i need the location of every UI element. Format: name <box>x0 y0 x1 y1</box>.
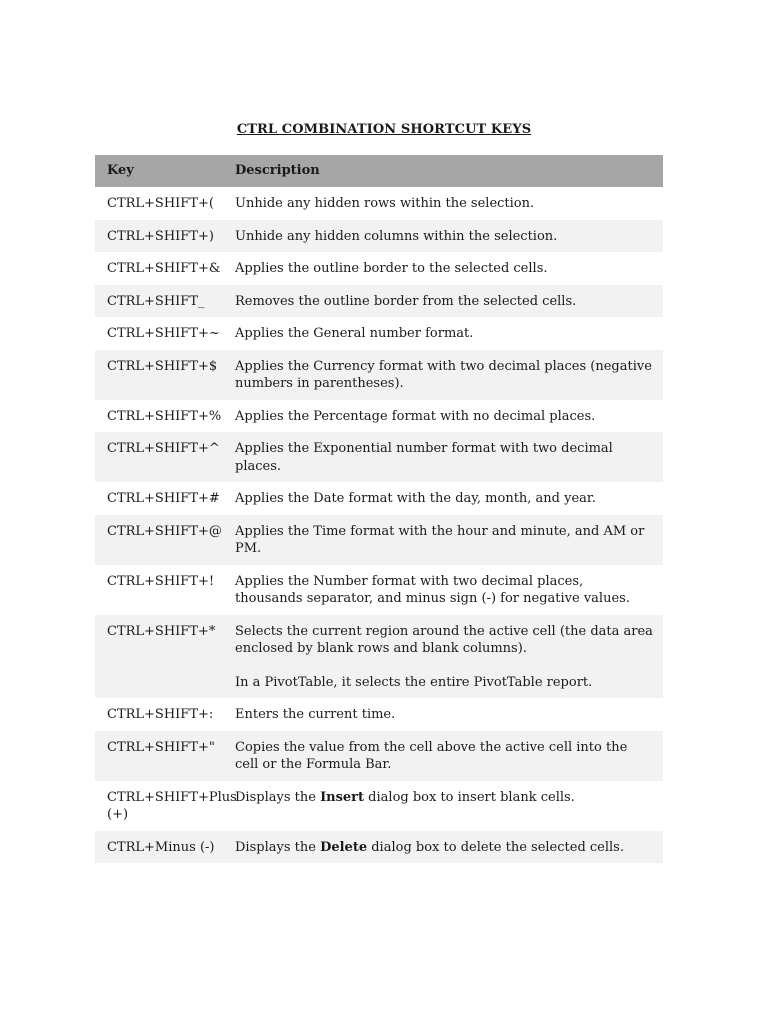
shortcut-key: CTRL+SHIFT+% <box>107 408 222 424</box>
shortcut-description <box>235 615 663 699</box>
description-text: Applies the General number format. <box>235 326 474 341</box>
table-row <box>95 432 663 482</box>
table-row <box>95 731 663 781</box>
description-text: Selects the current region around the active cell (the data area enclosed by blank rows and blank columns). <box>235 623 653 656</box>
description-text: Removes the outline border from the selected cells. <box>235 293 577 309</box>
shortcut-description <box>235 187 663 220</box>
shortcut-description <box>235 482 663 515</box>
table-row <box>95 400 663 433</box>
description-text: Applies the Number format with two decimal places, thousands separator, and minus sign (-) for negative values. <box>235 573 630 606</box>
page-title: CTRL COMBINATION SHORTCUT KEYS <box>236 122 532 137</box>
shortcut-description <box>235 432 663 482</box>
shortcut-key: CTRL+SHIFT+! <box>107 573 215 589</box>
table-row <box>95 482 663 515</box>
column-header-description: Description <box>235 163 320 178</box>
description-text-part: dialog box to delete the selected cells. <box>367 839 624 855</box>
shortcut-description <box>235 400 663 433</box>
shortcut-key: CTRL+SHIFT+# <box>107 491 220 506</box>
description-text: Applies the Currency format with two decimal places (negative numbers in parentheses). <box>235 358 652 391</box>
description-text: In a PivotTable, it selects the entire PivotTable report. <box>235 674 593 690</box>
shortcut-description <box>235 731 663 781</box>
shortcut-key: CTRL+SHIFT+" <box>107 739 215 755</box>
dialog-name: Delete <box>320 839 368 855</box>
table-row <box>95 831 663 864</box>
dialog-name: Insert <box>320 789 365 805</box>
table-row <box>95 220 663 253</box>
shortcut-key: CTRL+SHIFT+^ <box>107 441 220 456</box>
description-text: Applies the Time format with the hour and minute, and AM or PM. <box>235 523 645 556</box>
table-row <box>95 565 663 615</box>
description-text-part: Displays the <box>235 839 321 855</box>
shortcut-key: CTRL+SHIFT+) <box>107 228 214 244</box>
shortcut-description <box>235 515 663 565</box>
shortcut-key: CTRL+SHIFT+( <box>107 196 214 211</box>
description-text: Applies the Exponential number format with two decimal places. <box>235 441 613 474</box>
table-row <box>95 350 663 400</box>
shortcut-description <box>235 781 663 831</box>
table-body <box>95 187 663 863</box>
shortcut-key: CTRL+SHIFT+& <box>107 261 221 276</box>
shortcut-key: CTRL+Minus (-) <box>107 839 215 855</box>
shortcut-key: CTRL+SHIFT+Plus (+) <box>107 789 237 822</box>
description-text: Copies the value from the cell above the active cell into the cell or the Formula Bar. <box>235 739 628 772</box>
shortcut-table <box>95 155 663 863</box>
shortcut-description <box>235 317 663 350</box>
table-row <box>95 285 663 318</box>
shortcut-description <box>235 220 663 253</box>
table-row <box>95 698 663 731</box>
table-row <box>95 615 663 699</box>
shortcut-key: CTRL+SHIFT+$ <box>107 358 218 374</box>
description-text: Unhide any hidden columns within the selection. <box>235 228 558 244</box>
table-row <box>95 187 663 220</box>
description-text: Unhide any hidden rows within the selection. <box>235 196 535 211</box>
shortcut-key: CTRL+SHIFT+~ <box>107 326 220 341</box>
description-text: Enters the current time. <box>235 707 396 722</box>
shortcut-key: CTRL+SHIFT+@ <box>107 523 222 539</box>
description-text <box>235 839 653 857</box>
shortcut-description <box>235 350 663 400</box>
shortcut-key: CTRL+SHIFT_ <box>107 293 205 309</box>
shortcut-description <box>235 698 663 731</box>
table-row <box>95 781 663 831</box>
shortcut-description <box>235 831 663 864</box>
shortcut-description <box>235 285 663 318</box>
shortcut-description <box>235 252 663 285</box>
column-header-key: Key <box>107 163 134 178</box>
shortcut-description <box>235 565 663 615</box>
description-text: Applies the Percentage format with no decimal places. <box>235 408 596 424</box>
table-header <box>95 155 663 187</box>
shortcut-key: CTRL+SHIFT+: <box>107 707 214 722</box>
description-text <box>235 789 653 807</box>
description-text-part: Displays the <box>235 789 321 805</box>
shortcut-key: CTRL+SHIFT+* <box>107 623 216 639</box>
description-text: Applies the outline border to the selected cells. <box>235 261 548 276</box>
table-row <box>95 317 663 350</box>
description-text: Applies the Date format with the day, month, and year. <box>235 491 596 506</box>
description-text-part: dialog box to insert blank cells. <box>364 789 575 805</box>
table-row <box>95 252 663 285</box>
table-row <box>95 515 663 565</box>
